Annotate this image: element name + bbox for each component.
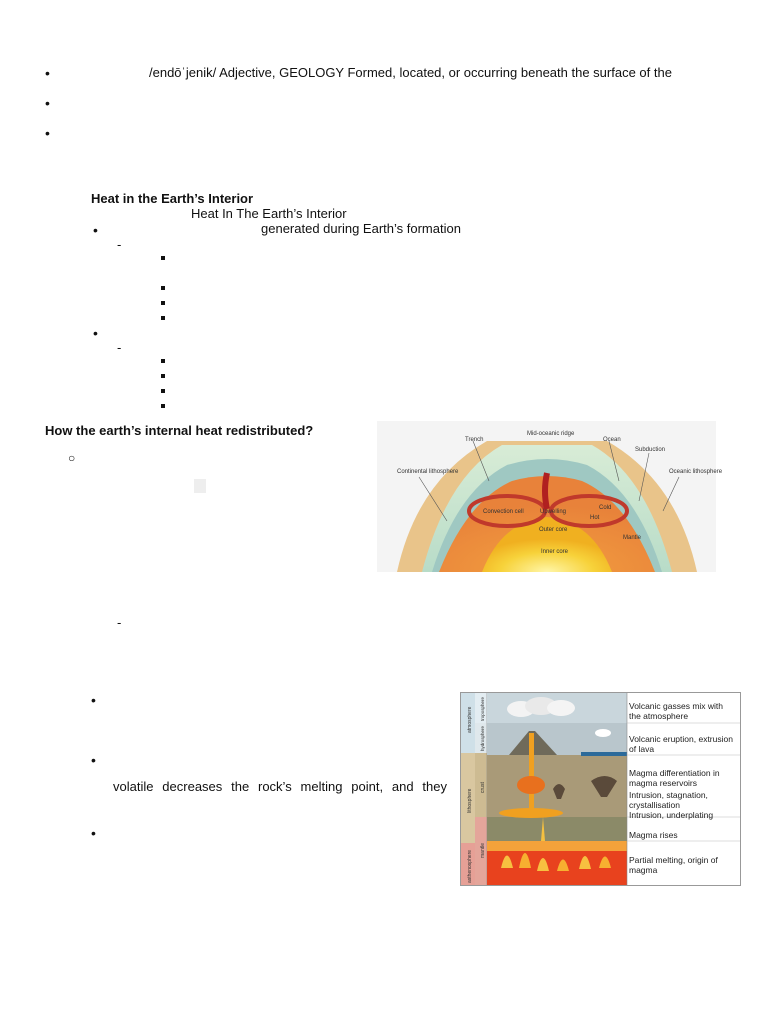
label-cold: Cold xyxy=(599,505,612,511)
earth-convection-svg xyxy=(377,421,723,572)
caption-underplating: Intrusion, underplating xyxy=(629,810,714,820)
label-mantle: Mantle xyxy=(623,535,642,541)
side-label-hydrosphere: hydrosphere xyxy=(480,725,485,751)
caption-eruption: Volcanic eruption, extrusion of lava xyxy=(629,734,733,754)
caption-magma-rises: Magma rises xyxy=(629,830,678,840)
dash-1: - xyxy=(117,237,122,252)
bullet-heat-2: • xyxy=(93,325,98,341)
side-label-lithosphere: lithosphere xyxy=(467,788,473,813)
circle-bullet: ○ xyxy=(68,451,76,465)
bullet-heat-1: • xyxy=(93,222,98,238)
side-label-atmosphere: atmosphere xyxy=(467,706,473,733)
earth-convection-figure xyxy=(377,421,723,572)
label-convection: Convection cell xyxy=(483,509,524,515)
square-bullet-1 xyxy=(161,256,165,260)
caption-differentiation: Magma differentiation in magma reservoirs xyxy=(629,768,720,788)
section-subheading: Heat In The Earth’s Interior xyxy=(191,206,347,221)
label-hot: Hot xyxy=(590,515,600,521)
section-heading-heat: Heat in the Earth’s Interior xyxy=(91,191,254,206)
square-bullet-7 xyxy=(161,389,165,393)
side-label-crust: crust xyxy=(480,782,486,793)
bullet-heat-1-text: generated during Earth’s formation xyxy=(261,221,461,236)
bullet-3: • xyxy=(45,125,50,141)
small-gray-box xyxy=(194,479,206,493)
label-inner-core: Inner core xyxy=(541,549,569,555)
label-continental: Continental lithosphere xyxy=(397,469,459,475)
label-upwelling: Upwelling xyxy=(540,509,567,515)
label-ocean: Ocean xyxy=(603,437,621,443)
square-bullet-5 xyxy=(161,359,165,363)
label-subduction: Subduction xyxy=(635,447,666,453)
paragraph-fragment xyxy=(113,780,447,793)
square-bullet-3 xyxy=(161,301,165,305)
caption-partial-melting: Partial melting, origin of magma xyxy=(629,855,718,875)
square-bullet-6 xyxy=(161,374,165,378)
definition-text: /endōˈjenik/ Adjective, GEOLOGY Formed, located, or occurring beneath the surface of the xyxy=(149,65,672,80)
bullet-lower-3: • xyxy=(91,825,96,841)
square-bullet-2 xyxy=(161,286,165,290)
label-trench: Trench xyxy=(465,437,484,443)
label-ridge: Mid-oceanic ridge xyxy=(527,431,575,437)
caption-intrusion-stagnation: Intrusion, stagnation, crystallisation xyxy=(629,790,708,810)
section-heading-redistribution: How the earth’s internal heat redistributed? xyxy=(45,423,314,438)
bullet-1: • xyxy=(45,65,50,81)
side-label-asthenosphere: asthenosphere xyxy=(467,849,473,883)
dash-2: - xyxy=(117,340,122,355)
side-label-mantle: mantle xyxy=(480,842,486,858)
square-bullet-8 xyxy=(161,404,165,408)
bullet-2: • xyxy=(45,95,50,111)
side-label-troposphere: troposphere xyxy=(480,696,485,721)
label-oceanic: Oceanic lithosphere xyxy=(669,469,723,475)
caption-gasses: Volcanic gasses mix with the atmosphere xyxy=(629,701,724,721)
bullet-lower-2: • xyxy=(91,752,96,768)
dash-3: - xyxy=(117,615,122,630)
paragraph-fragment-text: volatile decreases the rock’s melting point, and they xyxy=(113,779,447,794)
square-bullet-4 xyxy=(161,316,165,320)
volcanic-layers-figure xyxy=(460,692,741,886)
bullet-lower-1: • xyxy=(91,692,96,708)
label-outer-core: Outer core xyxy=(539,527,568,533)
